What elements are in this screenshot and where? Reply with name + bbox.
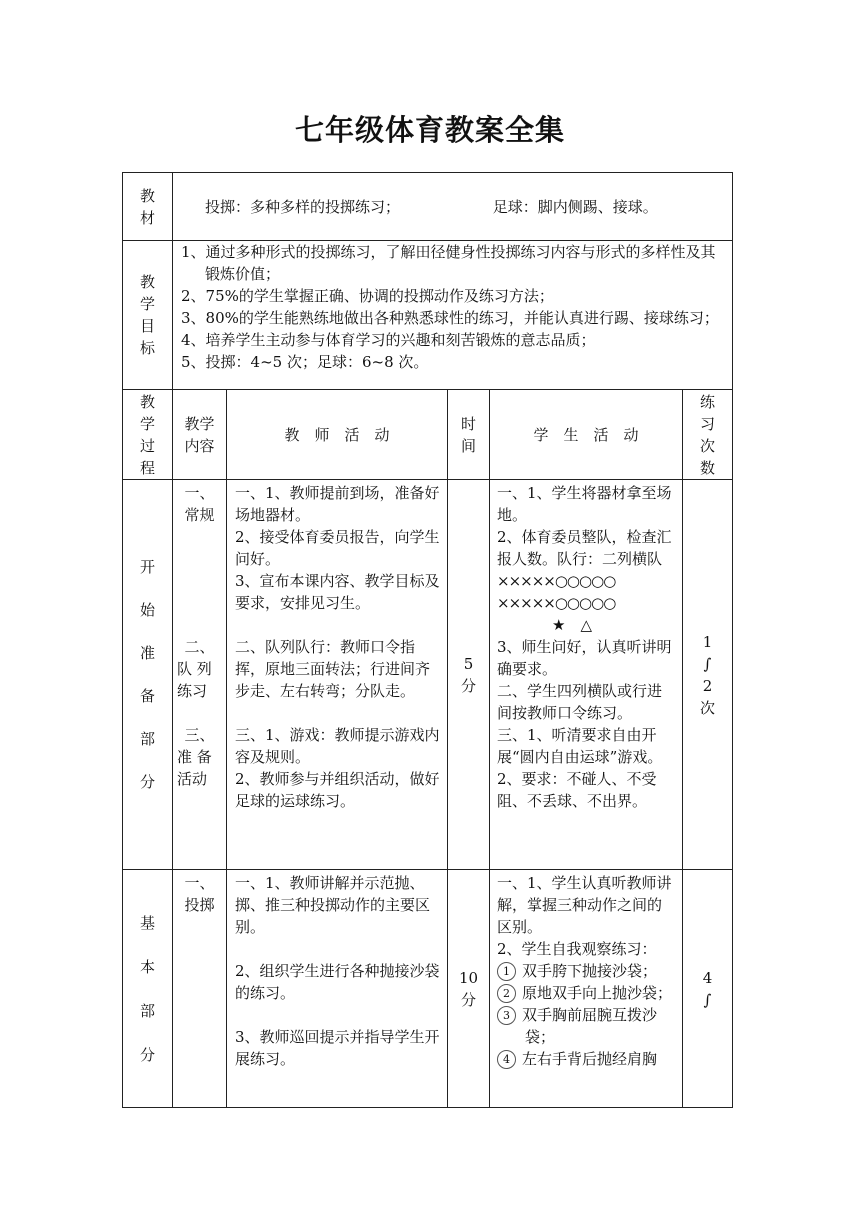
objective-item: 4、培养学生主动参与体育学习的兴趣和刻苦锻炼的意志品质； bbox=[181, 331, 596, 349]
section-warmup-reps: 1 ∫ 2 次 bbox=[683, 480, 733, 870]
header-process: 教 学 过 程 bbox=[123, 390, 173, 480]
header-student: 学 生 活 动 bbox=[490, 390, 683, 480]
section-warmup-time: 5 分 bbox=[448, 480, 490, 870]
list-item: 3 双手胸前屈腕互拨沙袋； bbox=[497, 1004, 676, 1048]
objective-item: 3、80%的学生能熟练地做出各种熟悉球性的练习，并能认真进行踢、接球练习； bbox=[181, 309, 719, 327]
circled-number: 1 bbox=[497, 962, 516, 981]
section-basic-teacher: 一、1、教师讲解并示范抛、掷、推三种投掷动作的主要区别。 2、组织学生进行各种抛接沙袋的练习。 3、教师巡回提示并指导学生开展练习。 bbox=[227, 870, 448, 1108]
circled-number: 4 bbox=[497, 1050, 516, 1069]
material-cell bbox=[173, 173, 733, 241]
section-basic-row bbox=[123, 870, 733, 1108]
section-basic-time: 10 分 bbox=[448, 870, 490, 1108]
material-football: 足球：脚内侧踢、接球。 bbox=[492, 197, 658, 216]
header-content: 教学 内容 bbox=[173, 390, 227, 480]
section-warmup-label: 开 始 准 备 部 分 bbox=[123, 480, 173, 870]
section-warmup-student: 一、1、学生将器材拿至场地。 2、体育委员整队，检查汇报人数。队行：二列横队 ×××××○○○○○ ×××××○○○○○ ★ △ 3、师生问好，认真听讲明确要求。 二、学生四列横队或行进间按教师口令练习。 三、1、听清要求自由开展“圆内自由运球”游戏。 2、要求：不碰人、不受阻、不丢球、不出界。 bbox=[490, 480, 683, 870]
material-label: 教 材 bbox=[123, 173, 173, 241]
circled-number: 2 bbox=[497, 984, 516, 1003]
section-basic-label: 基 本 部 分 bbox=[123, 870, 173, 1108]
objectives-cell bbox=[173, 241, 733, 390]
header-reps: 练 习 次 数 bbox=[683, 390, 733, 480]
list-item: 1 双手胯下抛接沙袋； bbox=[497, 960, 676, 982]
page-title: 七年级体育教案全集 bbox=[294, 113, 565, 147]
circled-number: 3 bbox=[497, 1006, 516, 1025]
list-item: 2 原地双手向上抛沙袋； bbox=[497, 982, 676, 1004]
section-warmup-content: 一、 常规 二、 队 列 练习 三、 准 备 活动 bbox=[173, 480, 227, 870]
material-row bbox=[123, 173, 733, 241]
section-basic-content: 一、 投掷 bbox=[173, 870, 227, 1108]
section-basic-student: 一、1、学生认真听教师讲解，掌握三种动作之间的区别。 2、学生自我观察练习： 1 双手胯下抛接沙袋； 2 原地双手向上抛沙袋； 3 双手胸前屈腕互拨沙袋； 4 左右手背后抛经肩胸 bbox=[490, 870, 683, 1108]
objective-item: 1、通过多种形式的投掷练习，了解田径健身性投掷练习内容与形式的多样性及其锻炼价值； bbox=[181, 243, 716, 283]
header-teacher: 教 师 活 动 bbox=[227, 390, 448, 480]
objectives-label: 教 学 目 标 bbox=[123, 241, 173, 390]
section-basic-reps: 4 ∫ bbox=[683, 870, 733, 1108]
header-time: 时 间 bbox=[448, 390, 490, 480]
teacher-student-marks: ★ △ bbox=[552, 616, 592, 634]
section-warmup-row bbox=[123, 480, 733, 870]
lesson-plan-table bbox=[122, 172, 733, 1108]
list-item: 4 左右手背后抛经肩胸 bbox=[497, 1048, 676, 1070]
objective-item: 2、75%的学生掌握正确、协调的投掷动作及练习方法； bbox=[181, 287, 554, 305]
objectives-row bbox=[123, 241, 733, 390]
objective-item: 5、投掷：4~5 次；足球：6~8 次。 bbox=[181, 353, 429, 371]
header-row bbox=[123, 390, 733, 480]
material-throw: 投掷：多种多样的投掷练习； bbox=[205, 197, 401, 216]
section-warmup-teacher: 一、1、教师提前到场，准备好场地器材。 2、接受体育委员报告，向学生问好。 3、宣布本课内容、教学目标及要求，安排见习生。 二、队列队行：教师口令指挥，原地三面转法；行进间齐步走、左右转弯；分队走。 三、1、游戏：教师提示游戏内容及规则。 2、教师参与并组织活动，做好足球的运球练习。 bbox=[227, 480, 448, 870]
